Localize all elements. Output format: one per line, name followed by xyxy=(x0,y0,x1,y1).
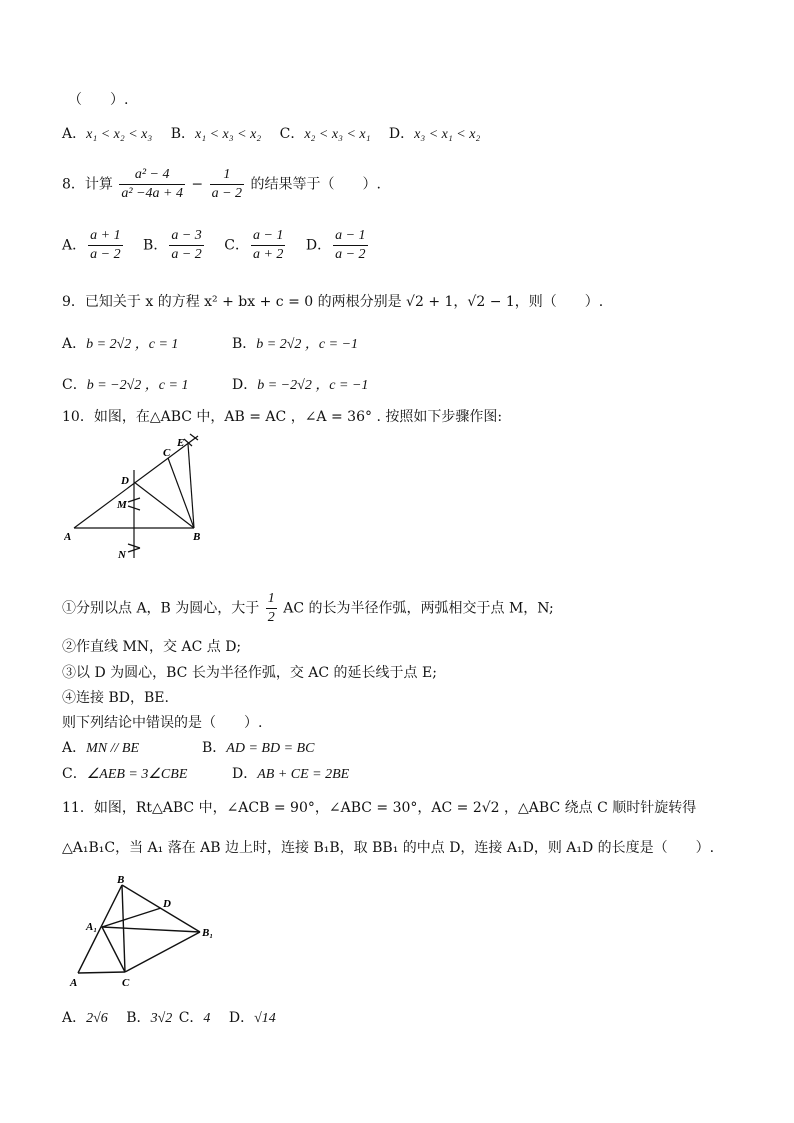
q11-option-b[interactable]: B．3√2 xyxy=(126,1010,173,1026)
q7-option-c[interactable]: C．x₂ < x₃ < x₁ xyxy=(279,126,371,142)
q10-label-m: M xyxy=(117,499,127,511)
q11-line-a1d xyxy=(102,908,161,927)
q10-line-ae xyxy=(74,436,198,528)
q10-label-c: C xyxy=(163,447,171,459)
q7-option-a[interactable]: A．x₁ < x₂ < x₃ xyxy=(62,126,153,142)
q9-option-a[interactable]: A．b = 2√2 ，c = 1 xyxy=(62,336,179,352)
q7-options xyxy=(62,124,494,145)
q11-label-a: A xyxy=(70,977,78,989)
q11-line-cb1 xyxy=(125,932,200,972)
q7-option-d[interactable]: D．x₃ < x₁ < x₂ xyxy=(388,126,481,142)
q11-stem-2: △A₁B₁C，当 A₁ 落在 AB 边上时，连接 B₁B，取 BB₁ 的中点 D，连接 A₁D，则 A₁D 的长度是（ ）. xyxy=(62,840,715,856)
q10-stem: 10．如图，在△ABC 中，AB = AC ，∠A = 36° . 按照如下步骤作图: xyxy=(62,409,503,425)
q10-label-b: B xyxy=(193,531,201,543)
q11-options xyxy=(62,1008,290,1029)
q10-label-a: A xyxy=(64,531,72,543)
q11-stem-1: 11．如图，Rt△ABC 中，∠ACB = 90°，∠ABC = 30°，AC = 2√2 ，△ABC 绕点 C 顺时针旋转得 xyxy=(62,800,697,816)
q10-step2: ②作直线 MN，交 AC 点 D; xyxy=(62,639,242,655)
q10-step3: ③以 D 为圆心，BC 长为半径作弧，交 AC 的延长线于点 E; xyxy=(62,665,437,681)
q11-option-a[interactable]: A．2√6 xyxy=(62,1010,108,1026)
q10-step1: ①分别以点 A，B 为圆心，大于 $\frac{1}{2}$ AC 的长为半径作弧，两弧相交于点 M，N; xyxy=(62,591,554,625)
q10-option-d[interactable]: D．AB + CE = 2BE xyxy=(232,766,350,782)
q11-label-a1: A₁ xyxy=(86,921,98,933)
q11-option-d[interactable]: D．√14 xyxy=(228,1010,276,1026)
q11-label-d: D xyxy=(163,898,171,910)
q11-label-b1: B₁ xyxy=(202,927,214,939)
q10-half-fraction: $\frac{1}{2}$ xyxy=(267,591,275,625)
q7-tail: （ ）. xyxy=(68,92,129,108)
q9-option-b[interactable]: B．b = 2√2 ，c = −1 xyxy=(232,336,359,352)
q10-label-n: N xyxy=(118,549,126,561)
q11-line-a1c xyxy=(102,927,125,972)
q8-options xyxy=(62,227,384,264)
q7-option-b[interactable]: B．x₁ < x₃ < x₂ xyxy=(170,126,262,142)
q8-option-a[interactable]: A． $\frac{a + 1}{a - 2}$ xyxy=(62,228,121,262)
q10-label-e: E xyxy=(177,437,185,449)
q10-option-c[interactable]: C．∠AEB = 3∠CBE xyxy=(62,766,188,782)
q10-step4: ④连接 BD，BE. xyxy=(62,690,169,706)
q10-ask: 则下列结论中错误的是（ ）. xyxy=(62,715,263,731)
q11-line-ac xyxy=(78,972,125,973)
q11-line-ab xyxy=(78,885,122,973)
q11-line-a1b1 xyxy=(102,927,200,932)
q11-figure xyxy=(64,870,224,995)
q9-option-c[interactable]: C．b = −2√2 ，c = 1 xyxy=(62,377,189,393)
q11-option-c[interactable]: C．4 xyxy=(178,1010,211,1026)
q8-fraction-1: $\frac{\text{a² − 4}}{\text{a² −4a + 4}}$ xyxy=(121,167,183,201)
q8-option-c[interactable]: C． $\frac{a - 1}{a + 2}$ xyxy=(224,228,284,262)
q10-label-d: D xyxy=(121,475,129,487)
q11-label-b: B xyxy=(117,874,125,886)
q9-stem: 9．已知关于 x 的方程 x² + bx + c = 0 的两根分别是 √2 + 1，√2 − 1，则（ ）. xyxy=(62,294,604,310)
q10-figure xyxy=(64,430,214,565)
q11-label-c: C xyxy=(122,977,130,989)
q8-fraction-2: $\frac{1}{a - 2}$ xyxy=(211,167,243,201)
q8-option-b[interactable]: B． $\frac{a - 3}{a - 2}$ xyxy=(143,228,202,262)
q10-option-a[interactable]: A．MN // BE xyxy=(62,740,140,756)
q8-stem: 8．计算 $\frac{\text{a² − 4}}{\text{a² −4a + 4}}$ − $\frac{1}{a - 2}$ 的结果等于（ ）. xyxy=(62,167,381,201)
q10-option-b[interactable]: B．AD = BD = BC xyxy=(202,740,315,756)
q9-option-d[interactable]: D．b = −2√2 ，c = −1 xyxy=(232,377,369,393)
q8-option-d[interactable]: D． $\frac{a - 1}{a - 2}$ xyxy=(305,228,366,262)
